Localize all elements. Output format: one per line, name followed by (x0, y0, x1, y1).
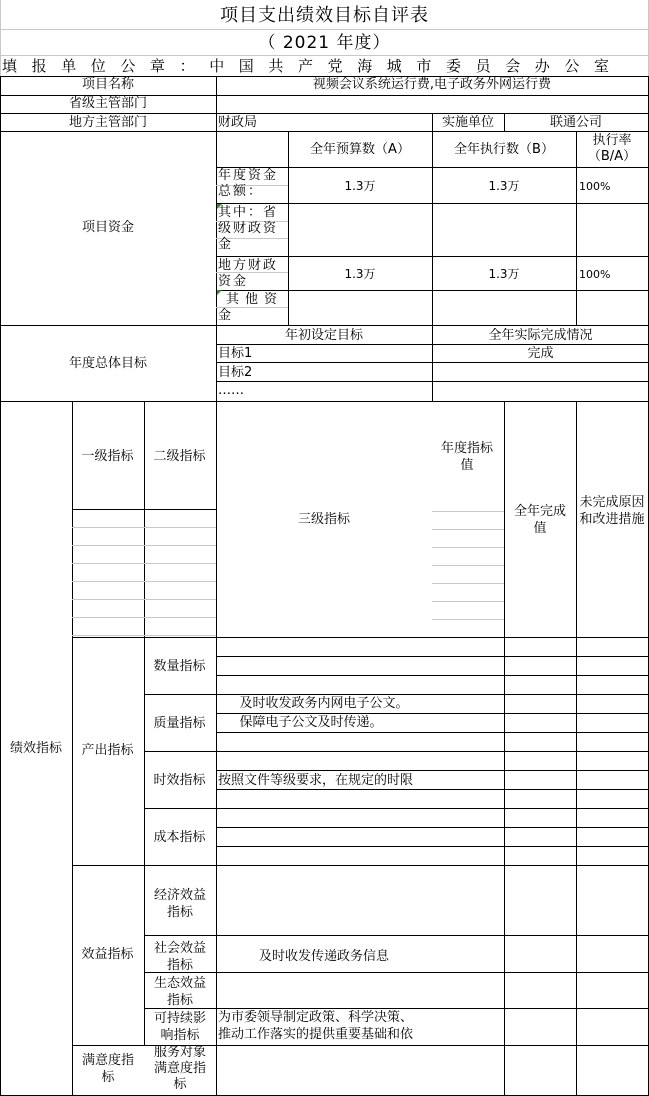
annual-value-header: 年度指标值 (440, 441, 493, 473)
grid-line (72, 599, 216, 600)
sustainable-text-1: 为市委领导制定政策、科学决策、 (218, 1010, 414, 1025)
economic-indicator: 经济效益指标 (153, 888, 206, 920)
local-dept-label: 地方主管部门 (68, 115, 147, 130)
cost-indicator: 成本指标 (153, 830, 206, 845)
cell-comment-marker (217, 204, 222, 209)
col-initial-header: 年初设定目标 (284, 328, 363, 343)
grid-line (216, 827, 649, 828)
col-rate-header: 执行率（B/A） (587, 133, 637, 164)
grid-line (72, 637, 649, 638)
grid-line (72, 563, 216, 564)
grid-line (432, 511, 504, 512)
grid-line (216, 846, 649, 847)
fund-row-total-exec: 1.3万 (488, 179, 520, 193)
grid-line (432, 529, 504, 530)
grid-line (144, 972, 649, 973)
level2-header: 二级指标 (153, 449, 206, 464)
grid-line (72, 581, 216, 582)
grid-line (288, 131, 289, 325)
grid-line (576, 131, 577, 325)
quality-text-1: 及时收发政务内网电子公文。 (239, 696, 409, 711)
social-indicator: 社会效益指标 (153, 941, 206, 973)
grid-line (72, 635, 216, 636)
grid-line (144, 1008, 649, 1009)
grid-line (432, 601, 504, 602)
fund-row-local-label: 地方财政资金 (218, 258, 279, 289)
actual-value-header: 全年完成值 (513, 504, 566, 536)
cell-comment-marker (217, 290, 222, 295)
fund-row-prov-label: 其中：省级财政资金 (218, 205, 279, 252)
grid-line (216, 770, 649, 771)
fund-row-total-rate: 100% (579, 180, 611, 193)
sustainable-indicator: 可持续影响指标 (153, 1011, 206, 1043)
fund-row-local-rate: 100% (579, 268, 611, 281)
quantity-indicator: 数量指标 (153, 659, 206, 674)
grid-line (576, 401, 577, 1095)
col-budget-header: 全年预算数（A） (310, 142, 410, 157)
grid-line (144, 808, 649, 809)
timeliness-indicator: 时效指标 (153, 773, 206, 788)
unit-line: 填报单位公章：中国共产党海城市委员会办公室 (2, 57, 624, 75)
fund-row-total-label: 年度资金总额： (218, 168, 279, 199)
satisfaction-item: 服务对象满意度指标 (153, 1045, 206, 1092)
grid-line (0, 113, 649, 114)
impl-unit-label: 实施单位 (441, 115, 494, 130)
goal-target-2: 目标2 (218, 365, 253, 380)
grid-line (432, 619, 504, 620)
grid-line (144, 935, 649, 936)
perf-section-label: 绩效指标 (9, 741, 62, 756)
grid-line (432, 583, 504, 584)
quality-text-2: 保障电子公文及时传递。 (239, 715, 383, 730)
fund-row-local-budget: 1.3万 (344, 267, 376, 281)
fund-row-other-label: 其他资金 (218, 292, 284, 323)
grid-line (216, 362, 649, 363)
local-dept-value: 财政局 (218, 115, 258, 130)
satisfaction-indicator-label: 满意度指标 (81, 1053, 134, 1085)
funds-section-label: 项目资金 (81, 220, 134, 235)
output-indicator-label: 产出指标 (81, 743, 134, 758)
grid-line (72, 865, 649, 866)
grid-line (216, 656, 649, 657)
grid-line (72, 545, 216, 546)
grid-line (216, 381, 649, 382)
quality-indicator: 质量指标 (153, 716, 206, 731)
fund-row-local-exec: 1.3万 (488, 267, 520, 281)
goal-target-1: 目标1 (218, 346, 253, 361)
fund-row-total-budget: 1.3万 (344, 179, 376, 193)
year-line: （ 2021 年度） (258, 33, 391, 53)
goal-target-3: …… (218, 383, 244, 398)
grid-line (144, 694, 649, 695)
sheet-title: 项目支出绩效目标自评表 (220, 5, 429, 26)
social-text: 及时收发传递政务信息 (258, 949, 389, 964)
ecological-indicator: 生态效益指标 (153, 976, 206, 1008)
grid-line (216, 344, 649, 345)
grid-line (0, 401, 649, 402)
grid-line (504, 401, 505, 1095)
col-actual-header: 全年实际完成情况 (488, 328, 593, 343)
grid-line (144, 751, 649, 752)
grid-line (72, 509, 216, 510)
impl-unit-value: 联通公司 (549, 115, 602, 130)
grid-line (432, 565, 504, 566)
grid-line (0, 131, 649, 132)
sustainable-text-2: 推动工作落实的提供重要基础和依 (218, 1027, 414, 1042)
grid-line (0, 29, 649, 30)
annual-goal-label: 年度总体目标 (68, 356, 147, 371)
grid-line (72, 527, 216, 528)
grid-line (216, 713, 649, 714)
grid-line (216, 76, 217, 1095)
grid-line (432, 547, 504, 548)
grid-line (216, 675, 649, 676)
project-name-value: 视频会议系统运行费,电子政务外网运行费 (312, 77, 552, 92)
grid-line (216, 732, 649, 733)
timeliness-text: 按照文件等级要求，在规定的时限 (218, 773, 414, 788)
col-exec-header: 全年执行数（B） (454, 142, 554, 157)
grid-line (216, 789, 649, 790)
grid-line (72, 617, 216, 618)
benefit-indicator-label: 效益指标 (81, 947, 134, 962)
goal-actual-1: 完成 (527, 346, 554, 361)
prov-dept-label: 省级主管部门 (68, 96, 147, 111)
reason-header: 未完成原因和改进措施 (579, 495, 645, 527)
level1-header: 一级指标 (81, 449, 134, 464)
level3-header: 三级指标 (297, 512, 350, 527)
grid-line (0, 325, 649, 326)
grid-line (0, 55, 649, 56)
project-name-label: 项目名称 (81, 77, 134, 92)
